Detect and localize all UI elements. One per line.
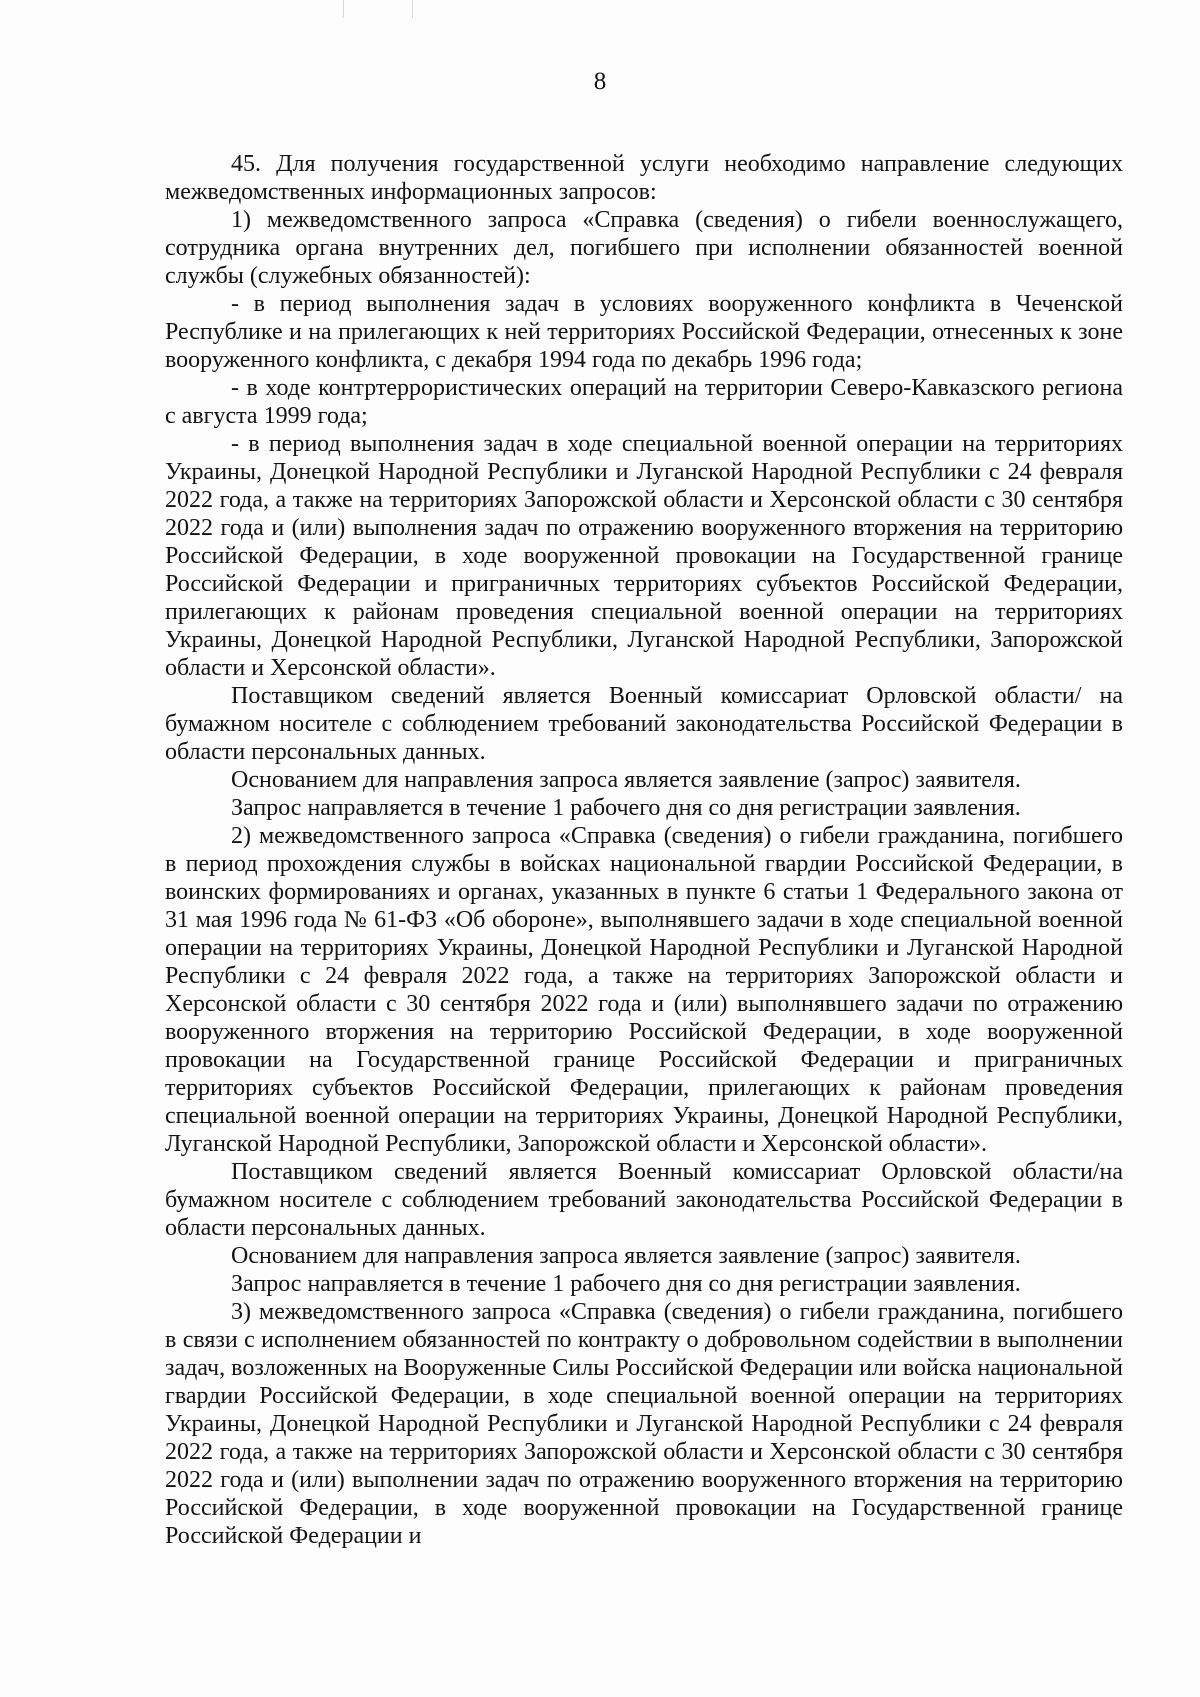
paragraph-deadline-1: Запрос направляется в течение 1 рабочего дня со дня регистрации заявления. — [231, 795, 1021, 821]
paragraph-request-1: 1) межведомственного запроса «Справка (сведения) о гибели военнослужащего, сотрудника органа внутренних дел, погибшего при исполнении обязанностей военной службы (служебных обязанностей): — [165, 207, 1123, 289]
paragraph-basis-1: Основанием для направления запроса является заявление (запрос) заявителя. — [231, 767, 1021, 793]
scan-artifact-mark — [412, 0, 413, 18]
paragraph-request-3: 3) межведомственного запроса «Справка (сведения) о гибели гражданина, погибшего в связи с исполнением обязанностей по контракту о добровольном содействии в выполнении задач, возложенных на Вооруженные Силы Российской Федерации или войска национальной гвардии Российской Федерации, в ходе специальной военной операции на территориях Украины, Донецкой Народной Республики и Луганской Народной Республики с 24 февраля 2022 года, а также на территориях Запорожской области и Херсонской области с 30 сентября 2022 года и (или) выполнении задач по отражению вооруженного вторжения на территорию Российской Федерации, в ходе вооруженной провокации на Государственной границе Российской Федерации и — [165, 1299, 1123, 1549]
paragraph-request-2: 2) межведомственного запроса «Справка (сведения) о гибели гражданина, погибшего в период прохождения службы в войсках национальной гвардии Российской Федерации, в воинских формированиях и органах, указанных в пункте 6 статьи 1 Федерального закона от 31 мая 1996 года № 61-ФЗ «Об обороне», выполнявшего задачи в ходе специальной военной операции на территориях Украины, Донецкой Народной Республики и Луганской Народной Республики с 24 февраля 2022 года, а также на территориях Запорожской области и Херсонской области с 30 сентября 2022 года и (или) выполнявшего задачи по отражению вооруженного вторжения на территорию Российской Федерации, в ходе вооруженной провокации на Государственной границе Российской Федерации и приграничных территориях субъектов Российской Федерации, прилегающих к районам проведения специальной военной операции на территориях Украины, Донецкой Народной Республики, Луганской Народной Республики, Запорожской области и Херсонской области». — [165, 823, 1123, 1157]
paragraph-supplier-2: Поставщиком сведений является Военный комиссариат Орловской области/на бумажном носителе с соблюдением требований законодательства Российской Федерации в области персональных данных. — [165, 1159, 1123, 1241]
paragraph-deadline-2: Запрос направляется в течение 1 рабочего дня со дня регистрации заявления. — [231, 1271, 1021, 1297]
paragraph-basis-2: Основанием для направления запроса является заявление (запрос) заявителя. — [231, 1243, 1021, 1269]
paragraph-supplier-1: Поставщиком сведений является Военный комиссариат Орловской области/ на бумажном носителе с соблюдением требований законодательства Российской Федерации в области персональных данных. — [165, 683, 1123, 765]
paragraph-north-caucasus-item: - в ходе контртеррористических операций на территории Северо-Кавказского региона с августа 1999 года; — [165, 375, 1123, 429]
paragraph-45-intro: 45. Для получения государственной услуги необходимо направление следующих межведомственных информационных запросов: — [165, 151, 1123, 205]
scan-artifact-mark — [343, 0, 344, 18]
paragraph-special-operation-item: - в период выполнения задач в ходе специальной военной операции на территориях Украины, Донецкой Народной Республики и Луганской Народной Республики с 24 февраля 2022 года, а также на территориях Запорожской области и Херсонской области с 30 сентября 2022 года и (или) выполнения задач по отражению вооруженного вторжения на территорию Российской Федерации, в ходе вооруженной провокации на Государственной границе Российской Федерации и приграничных территориях субъектов Российской Федерации, прилегающих к районам проведения специальной военной операции на территориях Украины, Донецкой Народной Республики, Луганской Народной Республики, Запорожской области и Херсонской области». — [165, 431, 1123, 681]
document-body — [165, 150, 1123, 1550]
paragraph-chechnya-item: - в период выполнения задач в условиях вооруженного конфликта в Чеченской Республике и на прилегающих к ней территориях Российской Федерации, отнесенных к зоне вооруженного конфликта, с декабря 1994 года по декабрь 1996 года; — [165, 291, 1123, 373]
page-number: 8 — [593, 68, 607, 95]
